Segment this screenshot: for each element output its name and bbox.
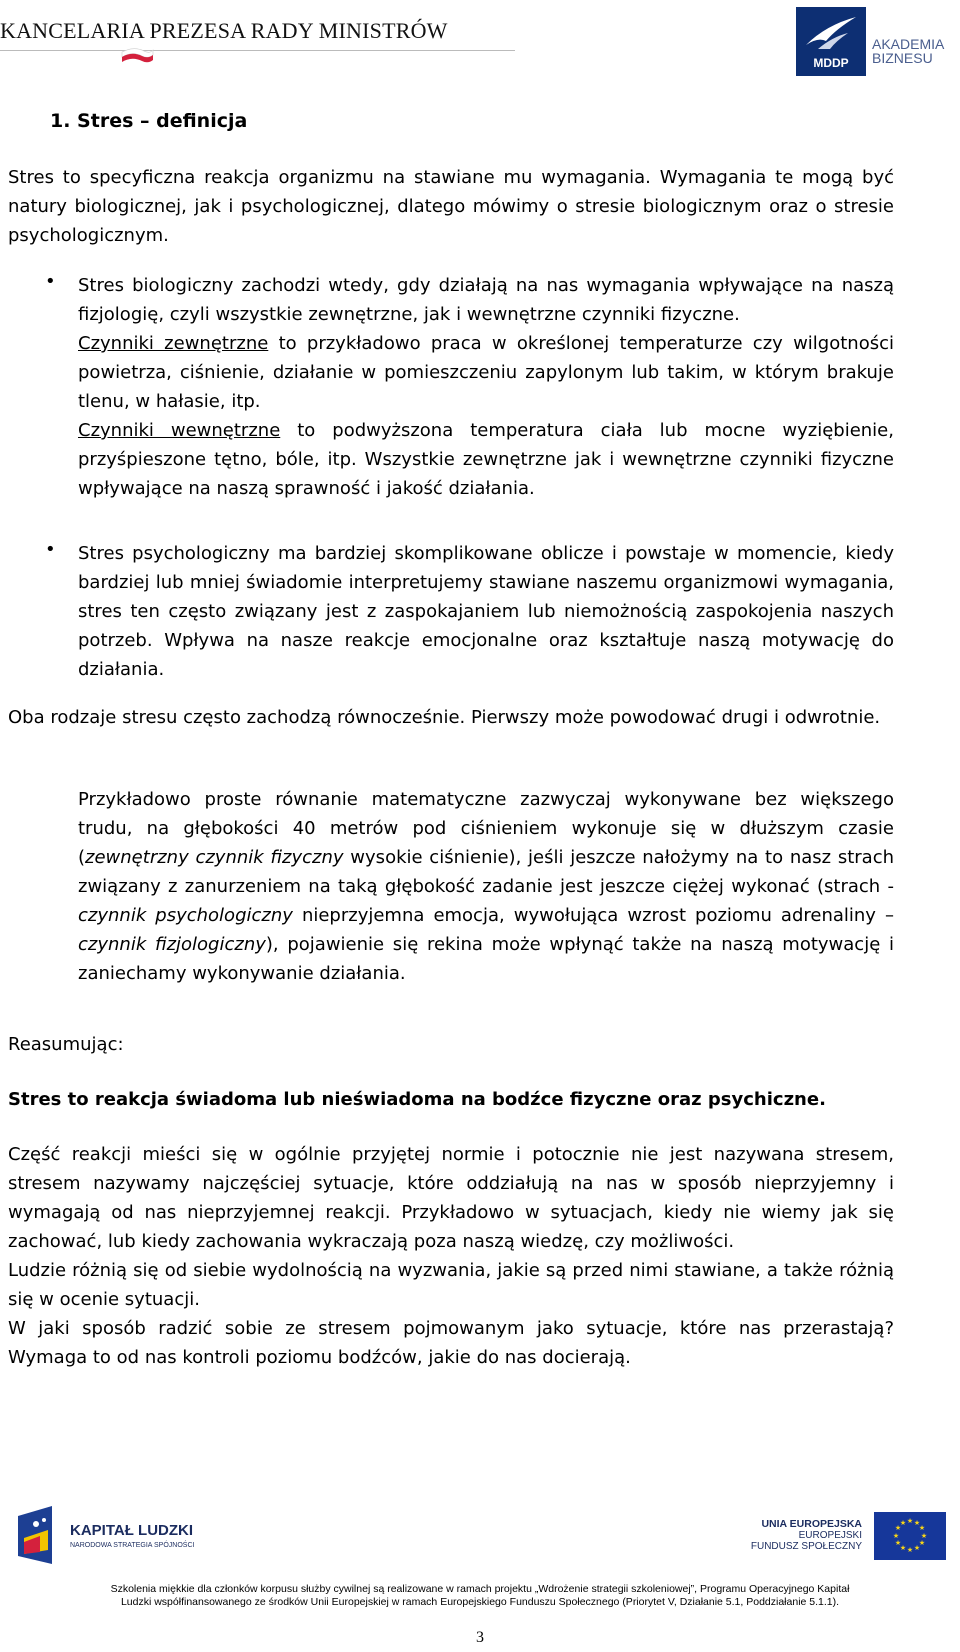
svg-text:★: ★ — [906, 1546, 914, 1554]
polish-flag-icon — [120, 44, 154, 66]
header-divider — [0, 50, 515, 51]
both-types-paragraph: Oba rodzaje stresu często zachodzą równocześnie. Pierwszy może powodować drugi i odwrotnie. — [8, 707, 881, 728]
closing-section — [8, 1140, 894, 1372]
header-title-block — [0, 18, 448, 44]
example-part: Przykładowo proste równanie matematyczne zazwyczaj wykonywane bez większego trudu, na głębokości 40 metrów pod ciśnieniem wykonuje się w dłuższym czasie ( — [78, 789, 894, 868]
bullet-psychological: Stres psychologiczny ma bardziej skomplikowane oblicze i powstaje w momencie, kiedy bardziej lub mniej świadomie interpretujemy stawiane naszemu organizmowi wymagania, stres ten często związany jest z zaspokajaniem lub niemożnością zaspokojenia naszych potrzeb. Wpływa na nasze reakcje emocjonalne oraz kształtuje naszą motywację do działania. — [78, 543, 894, 680]
external-factors-text: to przykładowo praca w określonej temperaturze czy wilgotności powietrza, ciśnienie, działanie w pomieszczeniu zapylonym lub takim, w którym brakuje tlenu, w hałasie, itp. — [78, 333, 894, 412]
internal-factors — [78, 416, 894, 503]
intro-paragraph: Stres to specyficzna reakcja organizmu na stawiane mu wymagania. Wymagania te mogą być natury biologicznej, jak i psychologicznej, dlatego mówimy o stresie biologicznym oraz o stresie psychologicznym. — [8, 167, 894, 246]
biological-stress-text: Stres biologiczny zachodzi wtedy, gdy działają na nas wymagania wpływające na naszą fizjologię, czyli wszystkie zewnętrzne, jak i wewnętrzne czynniki fizyczne. — [78, 275, 894, 325]
summary-statement: Stres to reakcja świadoma lub nieświadoma na bodźce fizyczne oraz psychiczne. — [8, 1089, 826, 1110]
svg-text:★: ★ — [892, 1532, 900, 1540]
bullet-dot: • — [45, 539, 56, 560]
bird-icon — [796, 7, 866, 57]
svg-text:★: ★ — [906, 1517, 914, 1525]
svg-text:★: ★ — [894, 1524, 902, 1532]
eu-line1: UNIA EUROPEJSKA — [761, 1518, 862, 1530]
example-paragraph — [78, 785, 894, 988]
example-part: wysokie ciśnienie), jeśli jeszcze nałożymy na to nasz strach związany z zanurzeniem na taką głębokość zadanie jest jeszcze ciężej wykonać (strach - — [78, 847, 894, 897]
example-italic: czynnik fizjologiczny — [78, 934, 266, 955]
svg-text:★: ★ — [920, 1532, 928, 1540]
footer-note-line1: Szkolenia miękkie dla członków korpusu służby cywilnej są realizowane w ramach projektu „Wdrożenie strategii szkoleniowej”, Programu Operacyjnego Kapitał — [110, 1583, 850, 1595]
academy-line2: BIZNESU — [872, 50, 933, 66]
bullet-dot: • — [45, 271, 56, 292]
mddp-logo — [796, 7, 866, 76]
internal-factors-label: Czynniki wewnętrzne — [78, 420, 281, 441]
svg-text:★: ★ — [899, 1519, 907, 1527]
external-factors-label: Czynniki zewnętrzne — [78, 333, 269, 354]
mddp-label: MDDP — [813, 56, 849, 70]
internal-factors-text: to podwyższona temperatura ciała lub mocne wyziębienie, przyśpieszone tętno, bóle, itp. Wszystkie zewnętrzne jak i wewnętrzne czynniki fizyczne wpływające na naszą sprawność i jakość działania. — [78, 420, 894, 499]
example-part: ), pojawienie się rekina może wpłynąć także na naszą motywację i zaniechamy wykonywanie działania. — [78, 934, 894, 984]
svg-text:★: ★ — [913, 1544, 921, 1552]
svg-text:★: ★ — [918, 1524, 926, 1532]
academy-name — [872, 37, 960, 65]
kapital-ludzki-subtitle: NARODOWA STRATEGIA SPÓJNOŚCI — [70, 1542, 195, 1549]
example-italic: zewnętrzny czynnik fizyczny — [85, 847, 344, 868]
example-part: nieprzyjemna emocja, wywołująca wzrost poziomu adrenaliny – — [292, 905, 894, 926]
svg-text:★: ★ — [918, 1539, 926, 1547]
page-number: 3 — [476, 1629, 484, 1646]
example-italic: czynnik psychologiczny — [78, 905, 293, 926]
footer-note — [0, 1583, 960, 1609]
eu-flag-icon — [874, 1512, 946, 1560]
closing-paragraph-3: W jaki sposób radzić sobie ze stresem pojmowanym jako sytuacje, które nas przerastają? Wymaga to od nas kontroli poziomu bodźców, jakie do nas docierają. — [8, 1318, 894, 1368]
eu-line3: FUNDUSZ SPOŁECZNY — [750, 1541, 862, 1552]
eu-line2: EUROPEJSKI — [798, 1530, 862, 1541]
bullet-biological — [78, 271, 894, 503]
closing-paragraph-1: Część reakcji mieści się w ogólnie przyjętej normie i potocznie nie jest nazywana stresem, stresem nazywamy najczęściej sytuacje, które oddziałują na nas w sposób nieprzyjemny i wymagają od nas nieprzyjemnej reakcji. Przykładowo w sytuacjach, kiedy nie wiemy jak się zachować, lub kiedy zachowania wykraczają poza naszą wiedzę, czy możliwości. — [8, 1144, 894, 1252]
section-heading: 1. Stres – definicja — [50, 110, 248, 132]
svg-text:★: ★ — [894, 1539, 902, 1547]
svg-text:★: ★ — [899, 1544, 907, 1552]
academy-line1: AKADEMIA — [872, 36, 945, 52]
footer-note-line2: Ludzki współfinansowanego ze środków Unii Europejskiej w ramach Europejskiego Funduszu Społecznego (Priorytet V, Działanie 5.1, Poddziałanie 5.1.1). — [120, 1596, 840, 1608]
kapital-ludzki-logo-icon — [18, 1506, 64, 1566]
eu-text-block — [740, 1519, 862, 1552]
svg-text:★: ★ — [913, 1519, 921, 1527]
kapital-ludzki-title: KAPITAŁ LUDZKI — [70, 1522, 194, 1539]
summary-label: Reasumując: — [8, 1034, 124, 1055]
office-name: KANCELARIA PREZESA RADY MINISTRÓW — [0, 18, 448, 43]
closing-paragraph-2: Ludzie różnią się od siebie wydolnością na wyzwania, jakie są przed nimi stawiane, a także różnią się w ocenie sytuacji. — [8, 1260, 894, 1310]
external-factors — [78, 329, 894, 416]
